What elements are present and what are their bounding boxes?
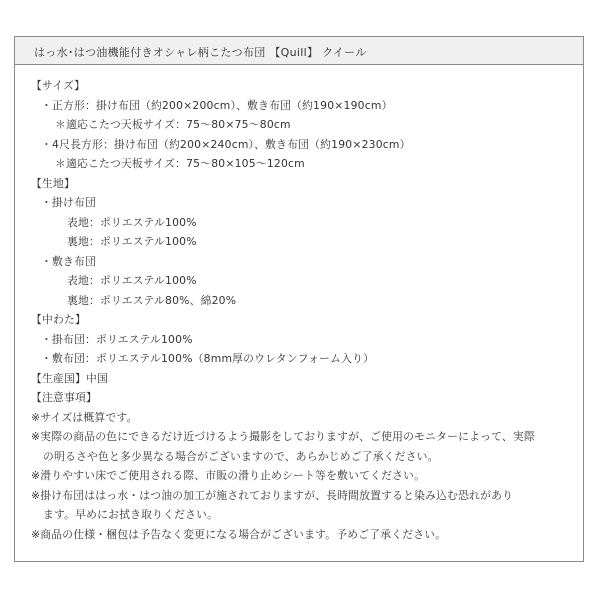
- filling-shikibuton: ・敷布団：ポリエステル100%（8mm厚のウレタンフォーム入り）: [41, 352, 375, 365]
- spec-header: [15, 37, 583, 65]
- filling-kakebuton: ・掛布団：ポリエステル100%: [41, 332, 193, 346]
- note-color-2: の明るさや色と多少異なる場合がございますので、あらかじめご了承ください。: [43, 449, 439, 463]
- product-title: はっ水･はつ油機能付きオシャレ柄こたつ布団 【Quill】 クイール: [34, 46, 367, 59]
- section-heading-notes: 【注意事項】: [31, 391, 97, 404]
- size-square-table: ＊適応こたつ天板サイズ：75～80×75～80cm: [55, 118, 291, 131]
- note-spec-change: ※商品の仕様・梱包は予告なく変更になる場合がございます。予めご了承ください。: [31, 527, 447, 541]
- size-rectangle: ・4尺長方形：掛け布団（約200×240cm）、敷き布団（約190×230cm）: [41, 137, 411, 151]
- fabric-shiki-outer: 表地：ポリエステル100%: [67, 274, 197, 287]
- product-spec-box: [14, 36, 584, 562]
- note-repellent-2: ます。早めにお拭き取りください。: [43, 508, 219, 521]
- section-heading-size: 【サイズ】: [31, 79, 86, 92]
- section-origin: 【生産国】中国: [31, 371, 108, 385]
- note-size: ※サイズは概算です。: [31, 410, 138, 424]
- note-repellent-1: ※掛け布団ははっ水・はつ油の加工が施されておりますが、長時間放置すると染み込む恐れがあり: [31, 488, 514, 502]
- size-square: ・正方形：掛け布団（約200×200cm）、敷き布団（約190×190cm）: [41, 98, 393, 112]
- fabric-kake-outer: 表地：ポリエステル100%: [67, 215, 197, 229]
- fabric-shikibuton: ・敷き布団: [41, 254, 96, 268]
- note-floor: ※滑りやすい床でご使用される際、市販の滑り止めシート等を敷いてください。: [31, 469, 426, 482]
- note-color-1: ※実際の商品の色にできるだけ近づけるよう撮影をしておりますが、ご使用のモニターによって、実際: [31, 430, 535, 443]
- section-heading-fabric: 【生地】: [31, 176, 75, 190]
- fabric-kake-inner: 裏地：ポリエステル100%: [67, 235, 197, 248]
- section-heading-filling: 【中わた】: [31, 313, 86, 326]
- fabric-shiki-inner: 裏地：ポリエステル80%、綿20%: [67, 293, 237, 307]
- fabric-kakebuton: ・掛け布団: [41, 196, 96, 209]
- size-rectangle-table: ＊適応こたつ天板サイズ：75～80×105～120cm: [55, 157, 305, 170]
